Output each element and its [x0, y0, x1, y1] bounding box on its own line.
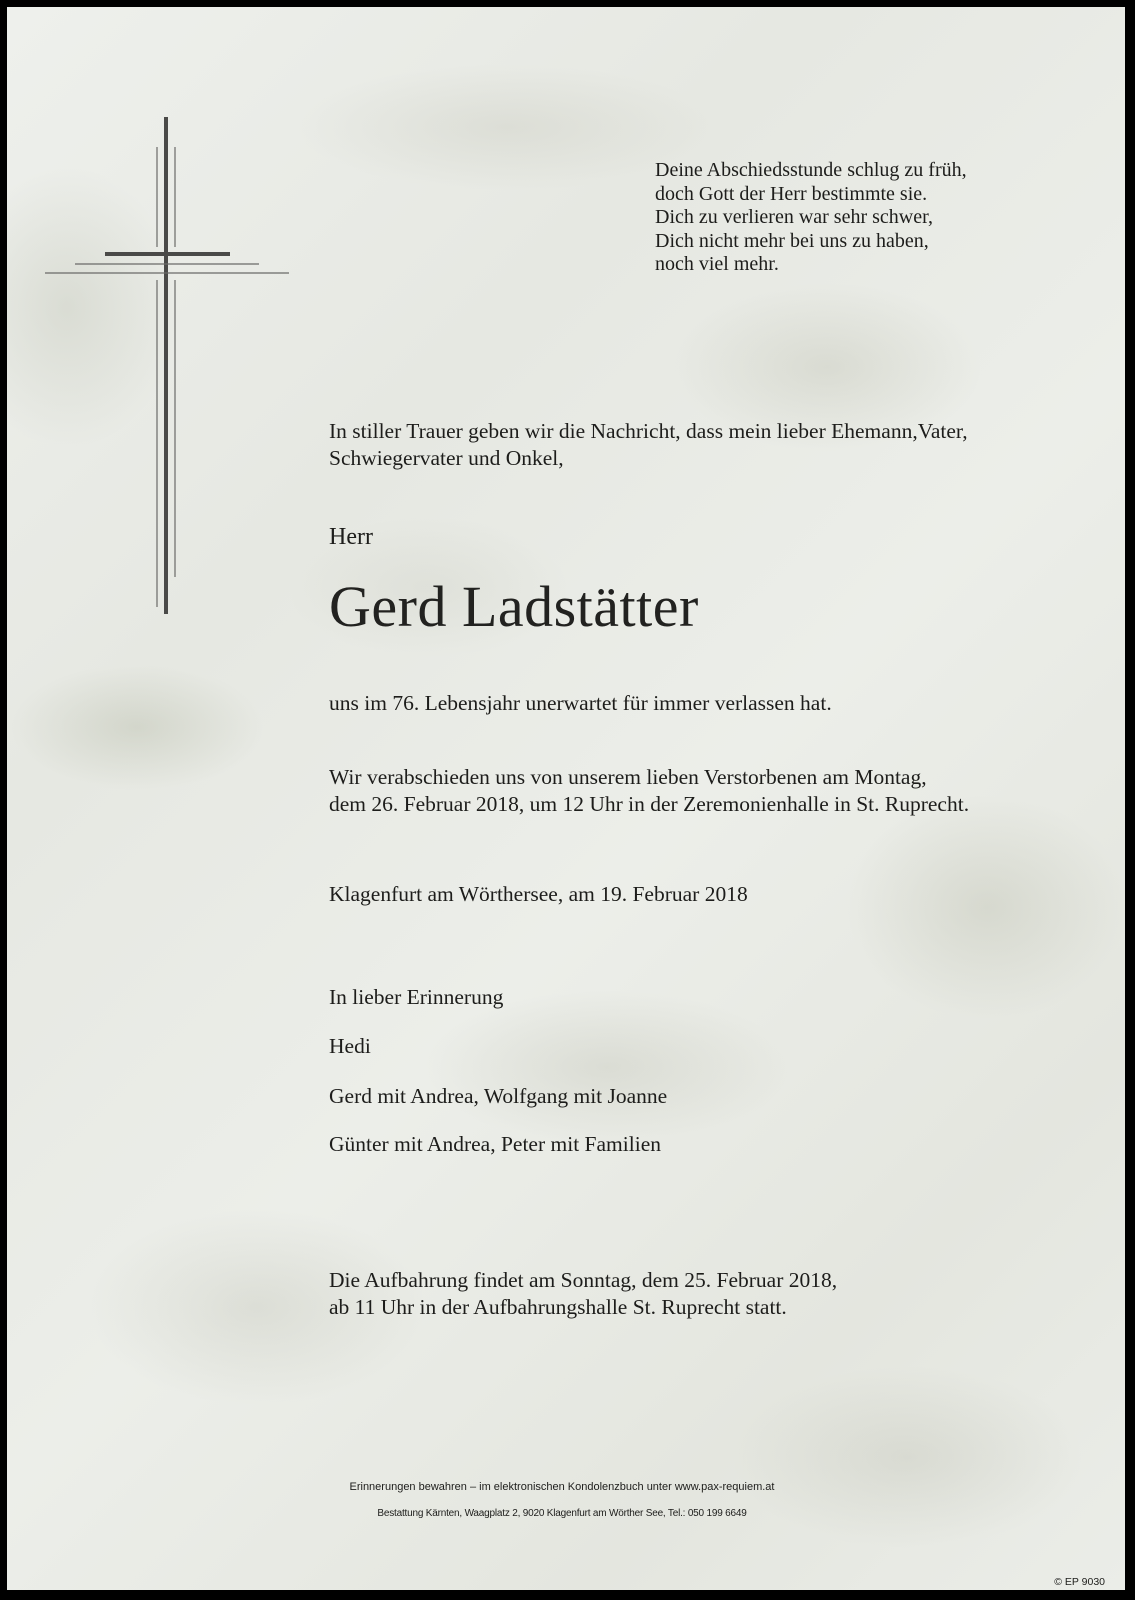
undertaker-footer: Bestattung Kärnten, Waagplatz 2, 9020 Klagenfurt am Wörther See, Tel.: 050 199 6649 [377, 1508, 747, 1519]
salutation: Herr [329, 524, 373, 550]
poem-line: noch viel mehr. [655, 253, 779, 275]
poem-line: doch Gott der Herr bestimmte sie. [655, 182, 928, 205]
deceased-name: Gerd Ladstätter [329, 574, 699, 639]
intro-line: Schwiegervater und Onkel, [329, 446, 564, 470]
farewell-line: Wir verabschieden uns von unserem lieben Verstorbenen am Montag, [329, 765, 927, 789]
mourner-entry: Hedi [329, 1034, 371, 1058]
poem [655, 159, 967, 277]
farewell-line: dem 26. Februar 2018, um 12 Uhr in der Zeremonienhalle in St. Ruprecht. [329, 792, 970, 816]
cross-horizontal-bar [105, 252, 230, 256]
cross-vertical-bar [164, 117, 168, 614]
place-date: Klagenfurt am Wörthersee, am 19. Februar 2018 [329, 882, 748, 906]
farewell-notice [329, 764, 969, 818]
age-line: uns im 76. Lebensjahr unerwartet für immer verlassen hat. [329, 691, 832, 715]
print-code: © EP 9030 [1054, 1576, 1105, 1588]
mourner-entry: Gerd mit Andrea, Wolfgang mit Joanne [329, 1084, 668, 1108]
wake-line: ab 11 Uhr in der Aufbahrungshalle St. Ruprecht statt. [329, 1295, 787, 1319]
wake-line: Die Aufbahrung findet am Sonntag, dem 25. Februar 2018, [329, 1268, 838, 1292]
poem-line: Dich zu verlieren war sehr schwer, [655, 206, 933, 228]
obituary-sheet [7, 7, 1125, 1590]
intro-line: In stiller Trauer geben wir die Nachricht, dass mein lieber Ehemann,Vater, [329, 419, 968, 443]
poem-line: Deine Abschiedsstunde schlug zu früh, [655, 159, 967, 181]
mourners-heading: In lieber Erinnerung [329, 985, 504, 1009]
mourner-entry: Günter mit Andrea, Peter mit Familien [329, 1132, 661, 1156]
announcement-intro [329, 418, 968, 472]
condolence-footer: Erinnerungen bewahren – im elektronischen Kondolenzbuch unter www.pax-requiem.at [349, 1481, 775, 1493]
poem-line: Dich nicht mehr bei uns zu haben, [655, 229, 929, 252]
wake-notice [329, 1267, 837, 1321]
